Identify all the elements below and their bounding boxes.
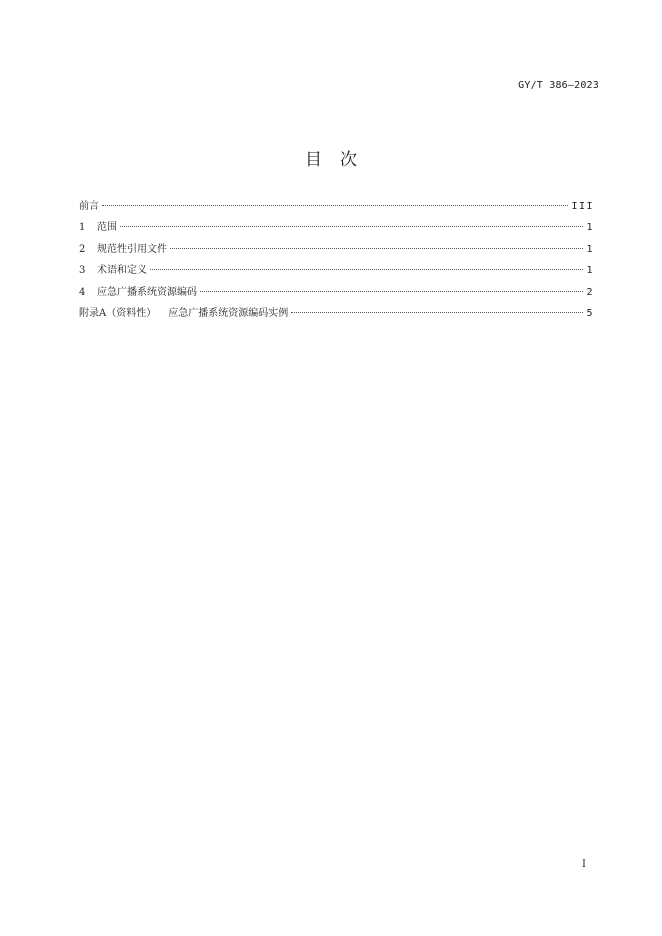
toc-entry-page: 1	[586, 243, 594, 255]
toc-entry-number: 2	[79, 243, 86, 255]
toc-leader-dots	[120, 226, 583, 227]
toc-entry-label: 附录A（资料性）	[79, 307, 157, 319]
toc-entry-label: 规范性引用文件	[97, 243, 167, 255]
toc-leader-dots	[200, 291, 583, 292]
toc-entry-normative-references[interactable]	[79, 243, 594, 264]
toc-entry-label: 应急广播系统资源编码	[97, 286, 197, 298]
toc-entry-number: 1	[79, 222, 86, 234]
toc-entry-page: 1	[586, 222, 594, 234]
toc-entry-scope[interactable]	[79, 221, 594, 242]
toc-entry-page: 5	[586, 307, 594, 319]
toc-title: 目次	[305, 150, 375, 170]
toc-entry-label: 术语和定义	[97, 265, 147, 277]
toc-entry-annex-title: 应急广播系统资源编码实例	[168, 307, 289, 319]
toc-leader-dots	[170, 248, 583, 249]
toc-entry-number: 4	[79, 286, 86, 298]
toc-entry-foreword[interactable]	[79, 200, 594, 221]
toc-entry-terms-definitions[interactable]	[79, 264, 594, 285]
toc-entry-annex-a[interactable]	[79, 307, 594, 328]
toc-entry-resource-coding[interactable]	[79, 286, 594, 307]
toc-leader-dots	[291, 312, 583, 313]
toc-entry-page: III	[571, 201, 594, 212]
toc-list	[79, 200, 594, 328]
toc-leader-dots	[102, 205, 568, 206]
toc-entry-label: 范围	[97, 222, 117, 234]
page-number: I	[582, 859, 586, 870]
document-number: GY/T 386—2023	[518, 80, 599, 91]
toc-leader-dots	[150, 269, 583, 270]
toc-entry-page: 2	[586, 286, 594, 298]
toc-entry-number: 3	[79, 265, 86, 277]
toc-entry-page: 1	[586, 265, 594, 277]
toc-entry-label: 前言	[79, 201, 99, 212]
